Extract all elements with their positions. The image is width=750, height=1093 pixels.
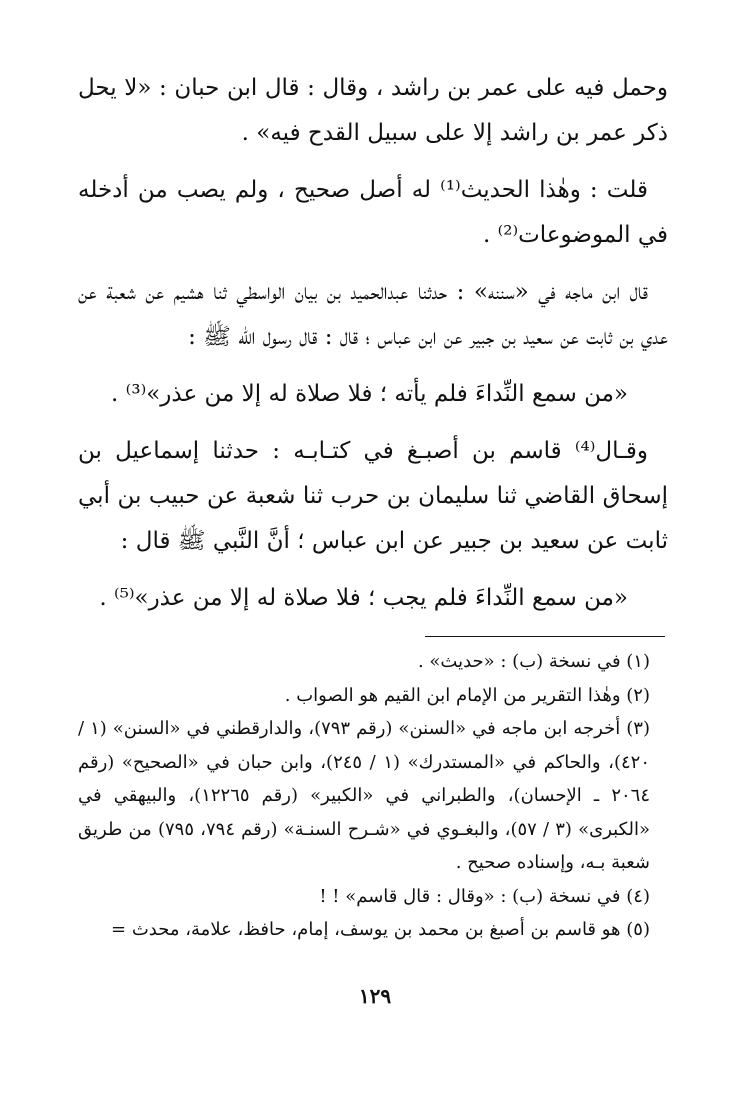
paragraph: وقـال⁽⁴⁾ قاسم بن أصبـغ في كتـابـه : حدثنا إسماعيل بن إسحاق القاضي ثنا سليمان بن حرب ثنا شعبة عن حبيب بن أبي ثابت عن سعيد بن جبير عن ابن عباس ؛ أنَّ النَّبي ﷺ قال : bbox=[78, 438, 668, 554]
footnotes bbox=[78, 645, 668, 947]
hadith-quote: «من سمع النِّداءَ فلم يأته ؛ فلا صلاة له إلا من عذر»⁽³⁾ . bbox=[111, 381, 628, 407]
hadith-quote: «من سمع النِّداءَ فلم يجب ؛ فلا صلاة له إلا من عذر»⁽⁵⁾ . bbox=[99, 585, 628, 611]
main-text bbox=[78, 66, 668, 633]
page-number: ١٢٩ bbox=[358, 984, 392, 1008]
footnote: (٢) وهٰذا التقرير من الإمام ابن القيم هو الصواب . bbox=[284, 684, 650, 706]
footnote: (٤) في نسخة (ب) : «وقال : قال قاسم» ! ! bbox=[319, 885, 650, 907]
paragraph: قال ابن ماجه في «سننه» : حدثنا عبدالحميد بن بيان الواسطي ثنا هشيم عن شعبة عن عدي بن ثابت عن سعيد بن جبير عن ابن عباس ؛ قال : قال رسول الله ﷺ : bbox=[78, 279, 668, 350]
footnote-separator bbox=[425, 636, 665, 637]
footnote: (١) في نسخة (ب) : «حديث» . bbox=[417, 651, 650, 672]
footnote: (٥) هو قاسم بن أصبغ بن محمد بن يوسف، إمام، حافظ، علامة، محدث = bbox=[111, 919, 650, 940]
footnote: (٣) أخرجه ابن ماجه في «السنن» (رقم ٧٩٣)، والدارقطني في «السنن» (١ / ٤٢٠)، والحاكم في «المستدرك» (١ / ٢٤٥)، وابن حبان في «الصحيح» (رقم ٢٠٦٤ ـ الإحسان)، والطبراني في «الكبير» (رقم ١٢٢٦٥)، والبيهقي في «الكبرى» (٣ / ٥٧)، والبغـوي في «شـرح السنـة» (رقم ٧٩٤، ٧٩٥) من طريق شعبة بـه، وإسناده صحيح . bbox=[78, 718, 651, 873]
paragraph: وحمل فيه على عمر بن راشد ، وقال : قال ابن حبان : «لا يحل ذكر عمر بن راشد إلا على سبيل القدح فيه» . bbox=[78, 75, 668, 146]
paragraph: قلت : وهٰذا الحديث⁽¹⁾ له أصل صحيح ، ولم يصب من أدخله في الموضوعات⁽²⁾ . bbox=[78, 177, 668, 248]
